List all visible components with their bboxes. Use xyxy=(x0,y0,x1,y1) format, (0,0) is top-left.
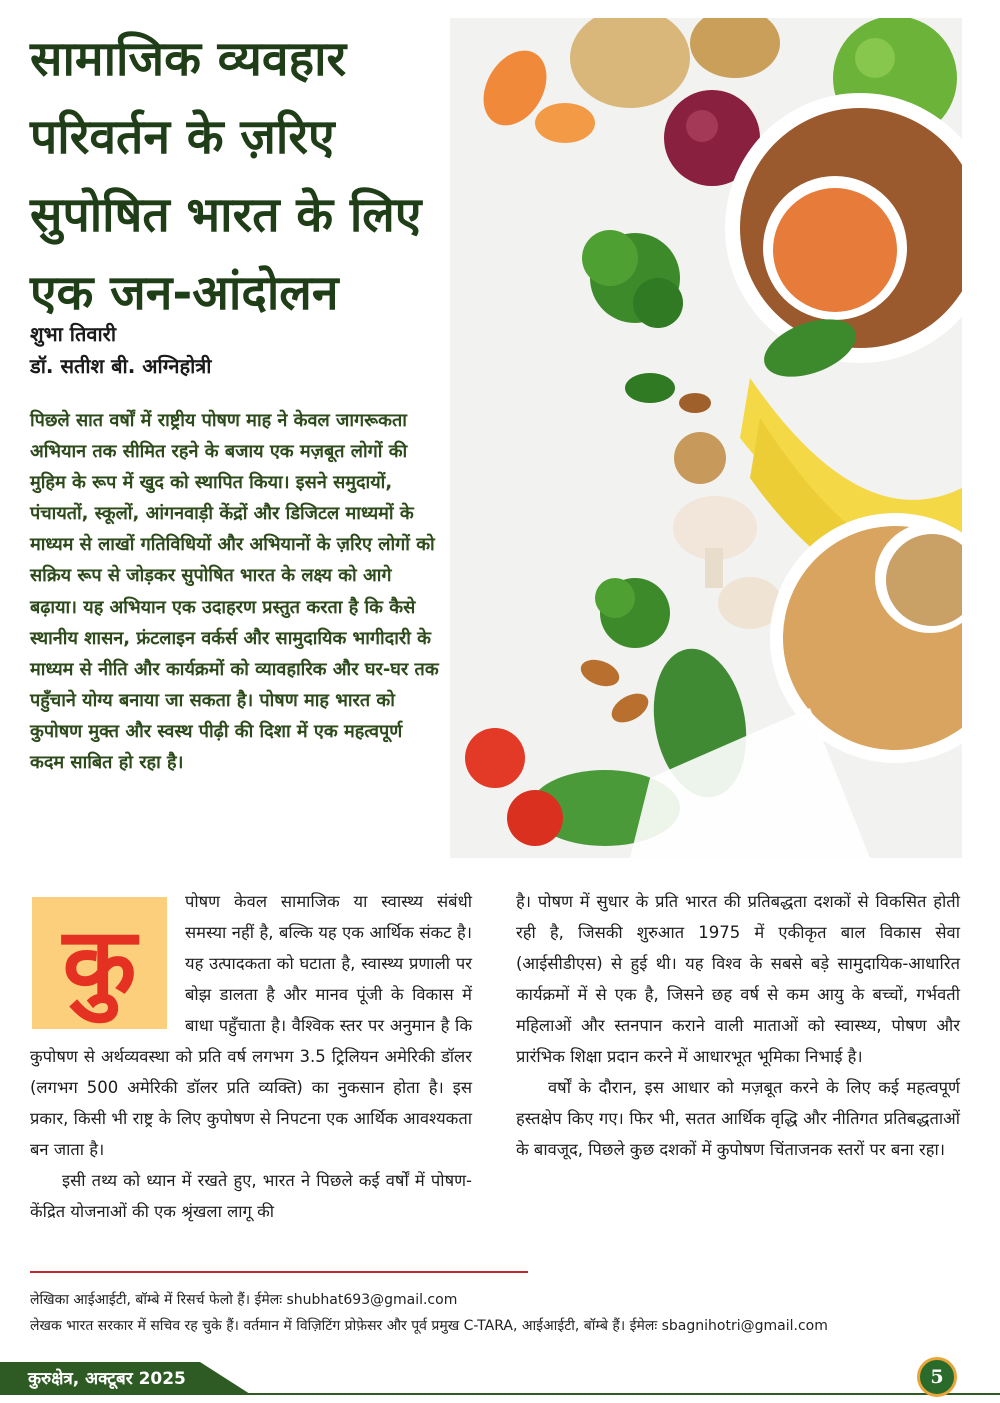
lentil-shape xyxy=(773,188,897,312)
footer-line xyxy=(0,1393,1000,1395)
food-photo xyxy=(450,18,962,858)
article-lead: पिछले सात वर्षों में राष्ट्रीय पोषण माह ने केवल जागरूकता अभियान तक सीमित रहने के बजाय एक मज़बूत लोगों की मुहिम के रूप में खुद को स्थापित किया। इसने समुदायों, पंचायतों, स्कूलों, आंगनवाड़ी केंद्रों और डिजिटल माध्यमों के माध्यम से लाखों गतिविधियों और अभियानों के ज़रिए लोगों को सक्रिय रूप से जोड़कर सुपोषित भारत के लक्ष्य को आगे बढ़ाया। यह अभियान एक उदाहरण प्रस्तुत करता है कि कैसे स्थानीय शासन, फ्रंटलाइन वर्कर्स और सामुदायिक भागीदारी के माध्यम से नीति और कार्यक्रमों को व्यावहारिक और घर-घर तक पहुँचाने योग्य बनाया जा सकता है। पोषण माह भारत को कुपोषण मुक्त और स्वस्थ पीढ़ी की दिशा में एक महत्वपूर्ण कदम साबित हो रहा है। xyxy=(30,410,439,774)
body-paragraph: इसी तथ्य को ध्यान में रखते हुए, भारत ने पिछले कई वर्षों में पोषण-केंद्रित योजनाओं की एक श्रृंखला लागू की xyxy=(30,1171,472,1221)
footnote-author-1: लेखिका आईआईटी, बॉम्बे में रिसर्च फेलो हैं। ईमेलः shubhat693@gmail.com xyxy=(30,1292,458,1308)
page-number-badge: 5 xyxy=(917,1357,957,1397)
body-column-left xyxy=(30,886,472,1227)
footnote-author-2: लेखक भारत सरकार में सचिव रह चुके हैं। वर्तमान में विज़िटिंग प्रोफ़ेसर और पूर्व प्रमुख C-TARA, आईआईटी, बॉम्बे हैं। ईमेलः sbagnihotri@gmail.com xyxy=(30,1318,828,1334)
footnote-divider xyxy=(30,1271,528,1273)
title-line: सुपोषित भारत के लिए xyxy=(30,187,422,243)
title-line: एक जन-आंदोलन xyxy=(30,265,339,321)
author-name: डॉ. सतीश बी. अग्निहोत्री xyxy=(30,354,212,378)
title-line: सामाजिक व्यवहार xyxy=(30,31,347,87)
author-list xyxy=(30,318,450,382)
drop-cap: कु xyxy=(32,897,167,1029)
magazine-issue: कुरुक्षेत्र, अक्टूबर 2025 xyxy=(28,1369,186,1389)
body-paragraph: वर्षों के दौरान, इस आधार को मज़बूत करने के लिए कई महत्वपूर्ण हस्तक्षेप किए गए। फिर भी, सतत आर्थिक वृद्धि और नीतिगत प्रतिबद्धताओं के बावजूद, पिछले कुछ दशकों में कुपोषण चिंताजनक स्तरों पर बना रहा। xyxy=(516,1078,960,1159)
author-name: शुभा तिवारी xyxy=(30,322,117,346)
body-column-right xyxy=(516,886,960,1165)
body-paragraph: पोषण केवल सामाजिक या स्वास्थ्य संबंधी समस्या नहीं है, बल्कि यह एक आर्थिक संकट है। यह उत्पादकता को घटाता है, स्वास्थ्य प्रणाली पर बोझ डालता है और मानव पूंजी के विकास में बाधा पहुँचाता है। वैश्विक स्तर पर अनुमान है कि कुपोषण से अर्थव्यवस्था को प्रति वर्ष लगभग 3.5 ट्रिलियन अमेरिकी डॉलर (लगभग 500 अमेरिकी डॉलर प्रति व्यक्ति) का नुकसान होता है। इस प्रकार, किसी भी राष्ट्र के लिए कुपोषण से निपटना एक आर्थिक आवश्यकता बन जाता है। xyxy=(30,892,472,1159)
title-line: परिवर्तन के ज़रिए xyxy=(30,109,335,165)
body-paragraph: है। पोषण में सुधार के प्रति भारत की प्रतिबद्धता दशकों से विकसित होती रही है, जिसकी शुरुआत 1975 में एकीकृत बाल विकास सेवा (आईसीडीएस) से हुई थी। यह विश्व के सबसे बड़े सामुदायिक-आधारित कार्यक्रमों में से एक है, जिसने छह वर्ष से कम आयु के बच्चों, गर्भवती महिलाओं और स्तनपान कराने वाली माताओं को स्वास्थ्य, पोषण और प्रारंभिक शिक्षा प्रदान करने में आधारभूत भूमिका निभाई है। xyxy=(516,892,960,1066)
tomato-shape xyxy=(465,728,525,788)
